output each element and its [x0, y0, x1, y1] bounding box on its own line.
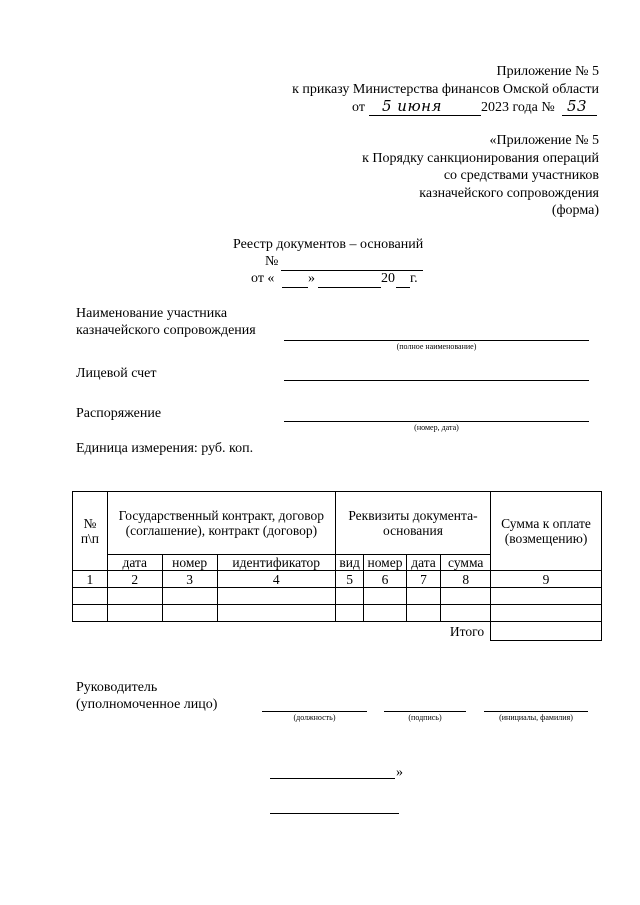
table-cell[interactable]	[73, 588, 108, 605]
table-cell[interactable]	[217, 588, 335, 605]
signature-label-2: (уполномоченное лицо)	[76, 697, 218, 712]
table-cell[interactable]	[364, 588, 406, 605]
column-number: 9	[491, 571, 602, 588]
form-label: (форма)	[551, 203, 599, 218]
participant-label-1: Наименование участника	[76, 306, 228, 321]
signature-label-1: Руководитель	[76, 680, 158, 695]
subappendix-line-3: со средствами участников	[443, 168, 599, 183]
column-number: 3	[162, 571, 217, 588]
total-sum-cell[interactable]	[491, 622, 602, 641]
name-hint: (инициалы, фамилия)	[499, 713, 573, 722]
account-label: Лицевой счет	[76, 366, 157, 381]
unit-label: Единица измерения: руб. коп.	[76, 441, 254, 456]
date-underline	[369, 115, 481, 116]
total-row	[73, 622, 602, 641]
order-line[interactable]	[284, 421, 589, 422]
table-cell[interactable]	[107, 588, 162, 605]
register-number-line[interactable]	[281, 270, 423, 271]
register-year-line[interactable]	[396, 287, 410, 288]
closing-quote: »	[396, 765, 403, 780]
basis-group-header: Реквизиты документа-основания	[335, 492, 490, 555]
position-line[interactable]	[262, 711, 367, 712]
table-cell[interactable]	[335, 605, 364, 622]
column-number: 7	[406, 571, 441, 588]
table-row	[73, 588, 602, 605]
subheader-basis-date: дата	[406, 555, 441, 571]
table-cell[interactable]	[441, 588, 491, 605]
handwritten-date: 5 июня	[382, 97, 442, 115]
subappendix-line-4: казначейского сопровождения	[419, 186, 599, 201]
table-cell[interactable]	[406, 605, 441, 622]
column-number: 2	[107, 571, 162, 588]
register-day-line[interactable]	[282, 287, 308, 288]
subheader-basis-type: вид	[335, 555, 364, 571]
subheader-contract-identifier: идентификатор	[217, 555, 335, 571]
column-number: 1	[73, 571, 108, 588]
column-number: 5	[335, 571, 364, 588]
table-cell[interactable]	[107, 605, 162, 622]
register-month-line[interactable]	[318, 287, 381, 288]
appendix-number: Приложение № 5	[496, 64, 599, 79]
number-underline	[562, 115, 597, 116]
participant-label-2: казначейского сопровождения	[76, 323, 256, 338]
order-reference: к приказу Министерства финансов Омской области	[292, 82, 599, 97]
order-label: Распоряжение	[76, 406, 162, 421]
subheader-contract-date: дата	[107, 555, 162, 571]
sign-hint: (подпись)	[408, 713, 442, 722]
column-number: 6	[364, 571, 406, 588]
subappendix-title: «Приложение № 5	[489, 133, 599, 148]
sign-line[interactable]	[384, 711, 466, 712]
subheader-contract-number: номер	[162, 555, 217, 571]
table-row	[73, 605, 602, 622]
participant-name-hint: (полное наименование)	[396, 342, 477, 351]
table-cell[interactable]	[406, 588, 441, 605]
table-cell[interactable]	[217, 605, 335, 622]
subappendix-line-2: к Порядку санкционирования операций	[362, 151, 599, 166]
position-hint: (должность)	[293, 713, 336, 722]
sum-group-header: Сумма к оплате (возмещению)	[491, 492, 602, 571]
closing-line-1	[270, 778, 395, 779]
date-year: 2023 года №	[481, 100, 555, 115]
table-cell[interactable]	[491, 605, 602, 622]
table-cell[interactable]	[73, 605, 108, 622]
subheader-basis-sum: сумма	[441, 555, 491, 571]
table-cell[interactable]	[491, 588, 602, 605]
table-cell[interactable]	[364, 605, 406, 622]
column-number-header: № п\п	[73, 492, 108, 571]
handwritten-number: 53	[567, 97, 588, 115]
table-cell[interactable]	[335, 588, 364, 605]
register-number-label: №	[265, 254, 279, 269]
register-table	[72, 491, 602, 641]
column-number: 8	[441, 571, 491, 588]
date-prefix: от	[352, 100, 365, 115]
column-numbers-row	[73, 571, 602, 588]
register-year-prefix: 20	[381, 271, 395, 286]
table-cell[interactable]	[162, 588, 217, 605]
column-number: 4	[217, 571, 335, 588]
table-cell[interactable]	[441, 605, 491, 622]
participant-name-line[interactable]	[284, 340, 589, 341]
name-line[interactable]	[484, 711, 588, 712]
contract-group-header: Государственный контракт, договор (соглашение), контракт (договор)	[107, 492, 335, 555]
document-title: Реестр документов – оснований	[233, 237, 424, 252]
account-line[interactable]	[284, 380, 589, 381]
table-cell[interactable]	[162, 605, 217, 622]
subheader-basis-number: номер	[364, 555, 406, 571]
closing-line-2	[270, 813, 399, 814]
register-year-suffix: г.	[410, 271, 418, 286]
order-hint: (номер, дата)	[414, 423, 459, 432]
total-label: Итого	[73, 622, 491, 641]
register-date-close: »	[308, 271, 315, 286]
register-date-prefix: от «	[251, 271, 275, 286]
